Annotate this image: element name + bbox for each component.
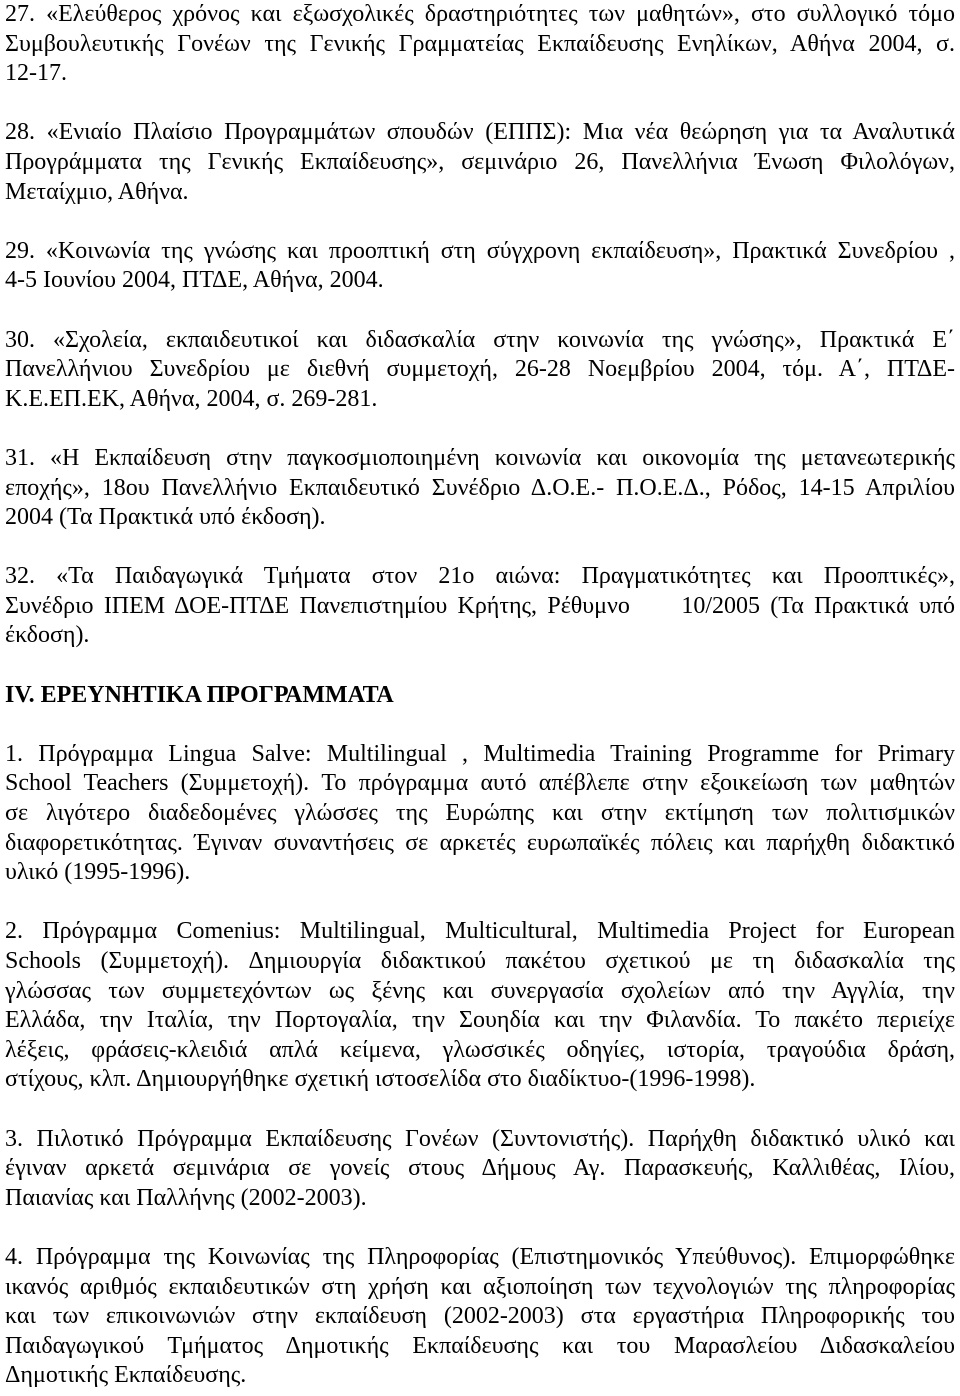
reference-28-line-2: Προγράμματα της Γενικής Εκπαίδευσης», σεμινάριο 26, Πανελλήνια Ένωση Φιλολόγων,	[5, 148, 955, 175]
section-heading: IV. ΕΡΕΥΝΗΤΙΚΑ ΠΡΟΓΡΑΜΜΑΤΑ	[5, 681, 394, 708]
project-2-line-1: 2. Πρόγραμμα Comenius: Multilingual, Multicultural, Multimedia Project for European	[5, 918, 955, 945]
project-3-line-2: έγιναν αρκετά σεμινάρια σε γονείς στους Δήμους Αγ. Παρασκευής, Καλλιθέας, Ιλίου,	[5, 1155, 955, 1182]
project-4-line-2: ικανός αριθμός εκπαιδευτικών στη χρήση και αξιοποίηση των τεχνολογιών της πληροφορίας	[5, 1273, 955, 1300]
project-3-line-1: 3. Πιλοτικό Πρόγραμμα Εκπαίδευσης Γονέων (Συντονιστής). Παρήχθη διδακτικό υλικό και	[5, 1125, 955, 1152]
project-2-line-2: Schools (Συμμετοχή). Δημιουργία διδακτικού πακέτου σχετικού με τη διδασκαλία της	[5, 948, 955, 974]
reference-30-line-2: Πανελλήνιου Συνεδρίου με διεθνή συμμετοχή, 26-28 Νοεμβρίου 2004, τόμ. Α΄, ΠΤΔΕ-	[5, 356, 955, 383]
reference-28-line-3: Μεταίχμιο, Αθήνα.	[5, 178, 189, 205]
reference-30-line-1: 30. «Σχολεία, εκπαιδευτικοί και διδασκαλία στην κοινωνία της γνώσης», Πρακτικά Ε΄	[5, 326, 955, 353]
references-list	[5, 0, 955, 651]
project-3-line-3: Παιανίας και Παλλήνης (2002-2003).	[5, 1184, 367, 1211]
reference-29-line-2: 4-5 Ιουνίου 2004, ΠΤΔΕ, Αθήνα, 2004.	[5, 267, 384, 294]
reference-32-line-1: 32. «Τα Παιδαγωγικά Τμήματα στον 21ο αιώνα: Πραγματικότητες και Προοπτικές»,	[5, 563, 955, 590]
project-1-line-4: διαφορετικότητας. Έγιναν συναντήσεις σε αρκετές ευρωπαϊκές πόλεις και παρήχθη διδακτικό	[5, 829, 955, 856]
reference-28	[5, 118, 955, 207]
reference-32-line-2: Συνέδριο ΙΠΕΜ ΔΟΕ-ΠΤΔΕ Πανεπιστημίου Κρήτης, Ρέθυμνο 10/2005 (Τα Πρακτικά υπό	[5, 592, 955, 619]
reference-32-line-3: έκδοση).	[5, 622, 90, 649]
project-1-line-3: σε λιγότερο διαδεδομένες γλώσσες της Ευρώπης και στην εκτίμηση των πολιτισμικών	[5, 800, 955, 827]
page-content	[5, 0, 955, 1391]
reference-30	[5, 326, 955, 415]
project-2-line-6: στίχους, κλπ. Δημιουργήθηκε σχετική ιστοσελίδα στο διαδίκτυο-(1996-1998).	[5, 1066, 756, 1093]
reference-28-line-1: 28. «Ενιαίο Πλαίσιο Προγραμμάτων σπουδών (ΕΠΠΣ): Μια νέα θεώρηση για τα Αναλυτικά	[5, 119, 955, 146]
project-4-line-1: 4. Πρόγραμμα της Κοινωνίας της Πληροφορίας (Επιστημονικός Υπεύθυνος). Επιμορφώθηκε	[5, 1243, 955, 1270]
reference-30-line-3: Κ.Ε.ΕΠ.ΕΚ, Αθήνα, 2004, σ. 269-281.	[5, 385, 378, 412]
project-4-line-5: Δημοτικής Εκπαίδευσης.	[5, 1362, 247, 1389]
reference-31-line-1: 31. «Η Εκπαίδευση στην παγκοσμιοποιημένη κοινωνία και οικονομία της μετανεωτερικής	[5, 444, 955, 471]
reference-31-line-3: 2004 (Τα Πρακτικά υπό έκδοση).	[5, 504, 326, 531]
project-4-line-4: Παιδαγωγικού Τμήματος Δημοτικής Εκπαίδευσης και του Μαρασλείου Διδασκαλείου	[5, 1332, 955, 1359]
reference-27-line-3: 12-17.	[5, 60, 67, 87]
reference-29	[5, 237, 955, 296]
project-1-line-1: 1. Πρόγραμμα Lingua Salve: Multilingual , Multimedia Training Programme for Primary	[5, 740, 955, 767]
reference-27-line-2: Συμβουλευτικής Γονέων της Γενικής Γραμματείας Εκπαίδευσης Ενηλίκων, Αθήνα 2004, σ.	[5, 30, 955, 57]
project-3	[5, 1125, 955, 1214]
project-2	[5, 917, 955, 1095]
project-1-line-2: School Teachers (Συμμετοχή). Το πρόγραμμα αυτό απέβλεπε στην εξοικείωση των μαθητών	[5, 770, 955, 797]
project-2-line-4: Ελλάδα, την Ιταλία, την Πορτογαλία, την Σουηδία και την Φιλανδία. Το πακέτο περιείχε	[5, 1007, 955, 1034]
reference-31-line-2: εποχής», 18ου Πανελλήνιο Εκπαιδευτικό Συνέδριο Δ.Ο.Ε.- Π.Ο.Ε.Δ., Ρόδος, 14-15 Απριλίου	[5, 474, 955, 501]
reference-29-line-1: 29. «Κοινωνία της γνώσης και προοπτική στη σύγχρονη εκπαίδευση», Πρακτικά Συνεδρίου ,	[5, 237, 955, 264]
project-1-line-5: υλικό (1995-1996).	[5, 859, 191, 886]
project-2-line-3: γλώσσας των συμμετεχόντων ως ξένης και συνεργασία σχολείων από την Αγγλία, την	[5, 977, 955, 1004]
project-2-line-5: λέξεις, φράσεις-κλειδιά απλά κείμενα, γλωσσικές οδηγίες, ιστορία, τραγούδια δράση,	[5, 1036, 955, 1063]
project-4-line-3: και των επικοινωνιών στην εκπαίδευση (2002-2003) στα εργαστήρια Πληροφορικής του	[5, 1303, 955, 1330]
section-heading-block	[5, 681, 955, 711]
project-4	[5, 1243, 955, 1391]
reference-32	[5, 562, 955, 651]
reference-27	[5, 0, 955, 89]
reference-27-line-1: 27. «Ελεύθερος χρόνος και εξωσχολικές δραστηριότητες των μαθητών», στο συλλογικό τόμο	[5, 1, 955, 27]
reference-31	[5, 444, 955, 533]
research-programs-section	[5, 681, 955, 1391]
project-1	[5, 740, 955, 888]
